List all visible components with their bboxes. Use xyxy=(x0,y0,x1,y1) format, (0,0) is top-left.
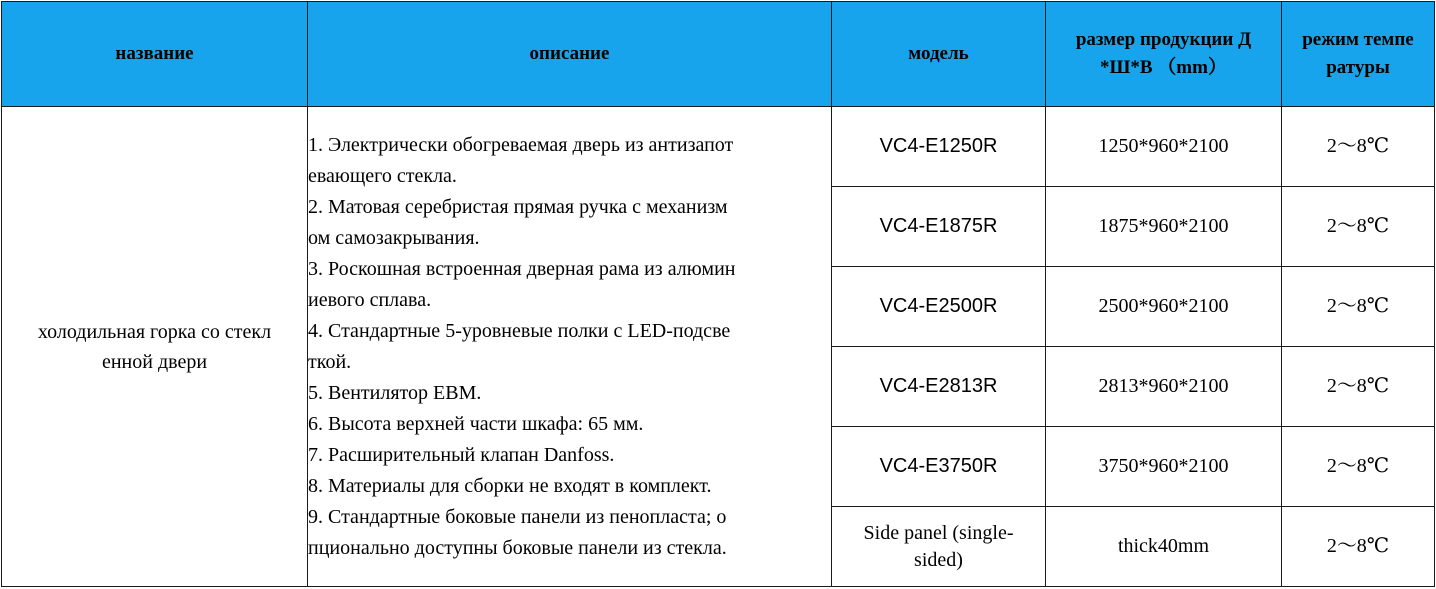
description-line: 5. Вентилятор EBM. xyxy=(308,381,482,404)
header-temperature-line-2: ратуры xyxy=(1326,57,1390,78)
product-name-cell[interactable] xyxy=(2,107,308,587)
description-line: ткой. xyxy=(308,350,352,373)
size-cell[interactable]: 2813*960*2100 xyxy=(1046,347,1282,427)
description-line: 7. Расширительный клапан Danfoss. xyxy=(308,443,615,466)
description-line: иевого сплава. xyxy=(308,288,432,311)
model-value: VC4-E1250R xyxy=(879,135,998,157)
model-value-line-1: Side panel (single- xyxy=(863,521,1014,544)
product-spec-table xyxy=(1,1,1435,587)
size-cell[interactable]: 2500*960*2100 xyxy=(1046,267,1282,347)
header-row xyxy=(2,2,1435,107)
header-temperature-line-1: режим темпе xyxy=(1302,29,1414,50)
size-cell[interactable]: 1250*960*2100 xyxy=(1046,107,1282,187)
model-value: VC4-E2813R xyxy=(879,375,998,397)
model-value: VC4-E3750R xyxy=(879,455,998,477)
temperature-cell[interactable]: 2～8℃ xyxy=(1282,107,1435,187)
description-line: 6. Высота верхней части шкафа: 65 мм. xyxy=(308,412,644,435)
description-line: 9. Стандартные боковые панели из пенопласта; о xyxy=(308,505,727,528)
table-row xyxy=(2,107,1435,187)
header-size[interactable] xyxy=(1046,2,1282,107)
model-cell[interactable] xyxy=(832,187,1046,267)
header-description[interactable]: описание xyxy=(308,2,832,107)
description-line: евающего стекла. xyxy=(308,164,457,187)
model-cell[interactable] xyxy=(832,427,1046,507)
temperature-cell[interactable]: 2～8℃ xyxy=(1282,427,1435,507)
header-size-line-2: *Ш*В （mm） xyxy=(1100,57,1227,78)
header-model[interactable]: модель xyxy=(832,2,1046,107)
description-line: 2. Матовая серебристая прямая ручка с механизм xyxy=(308,195,728,218)
model-cell[interactable] xyxy=(832,507,1046,587)
temperature-cell[interactable]: 2～8℃ xyxy=(1282,267,1435,347)
description-line: пционально доступны боковые панели из стекла. xyxy=(308,536,727,559)
description-line: 3. Роскошная встроенная дверная рама из алюмин xyxy=(308,257,736,280)
header-name[interactable]: название xyxy=(2,2,308,107)
description-line: 1. Электрически обогреваемая дверь из антизапот xyxy=(308,133,734,156)
description-line: 4. Стандартные 5-уровневые полки с LED-подсве xyxy=(308,319,731,342)
description-line: ом самозакрывания. xyxy=(308,226,480,249)
description-line: 8. Материалы для сборки не входят в комплект. xyxy=(308,474,712,497)
model-cell[interactable] xyxy=(832,267,1046,347)
product-name-line-2: енной двери xyxy=(101,350,208,373)
temperature-cell[interactable]: 2～8℃ xyxy=(1282,507,1435,587)
temperature-cell[interactable]: 2～8℃ xyxy=(1282,347,1435,427)
model-cell[interactable] xyxy=(832,107,1046,187)
size-cell[interactable]: 3750*960*2100 xyxy=(1046,427,1282,507)
temperature-cell[interactable]: 2～8℃ xyxy=(1282,187,1435,267)
model-value: VC4-E1875R xyxy=(879,215,998,237)
header-size-line-1: размер продукции Д xyxy=(1075,29,1252,50)
model-cell[interactable] xyxy=(832,347,1046,427)
model-value: VC4-E2500R xyxy=(879,295,998,317)
model-value-line-2: sided) xyxy=(914,548,963,571)
size-cell[interactable]: 1875*960*2100 xyxy=(1046,187,1282,267)
header-temperature[interactable] xyxy=(1282,2,1435,107)
size-cell[interactable]: thick40mm xyxy=(1046,507,1282,587)
product-description-cell[interactable] xyxy=(308,107,832,587)
product-name-line-1: холодильная горка со стекл xyxy=(37,320,272,343)
